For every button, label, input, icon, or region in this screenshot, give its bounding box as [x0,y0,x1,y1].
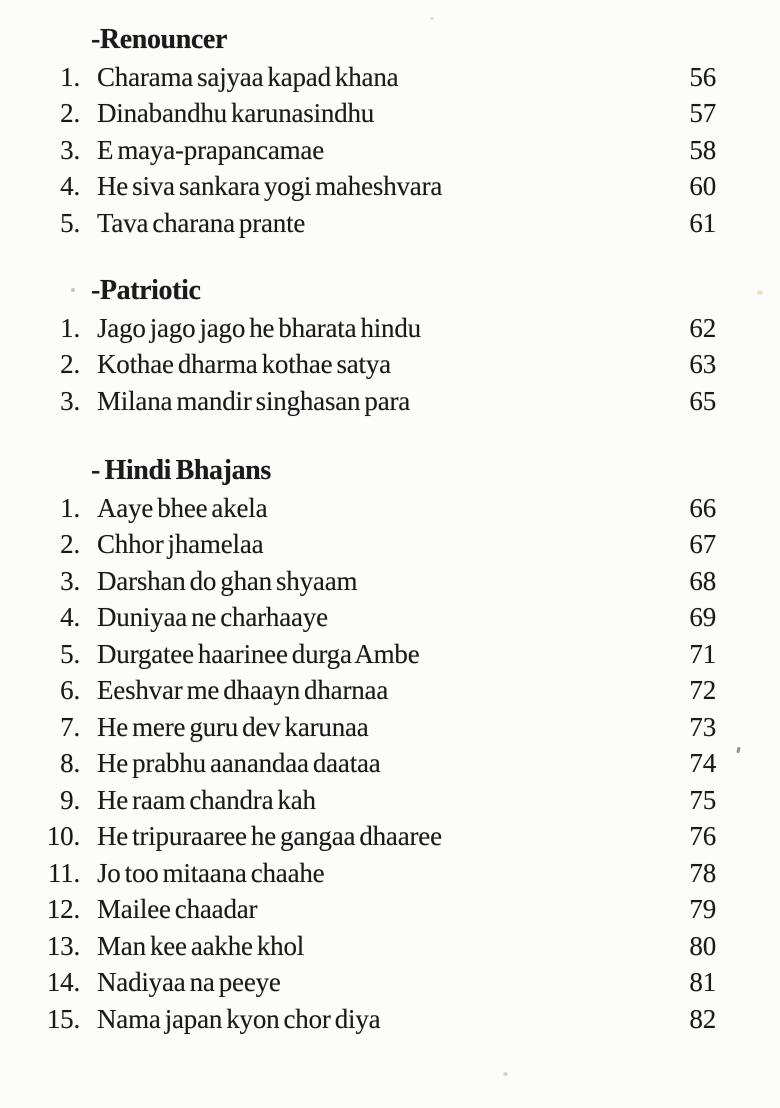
toc-entry [38,95,716,132]
scan-speck [430,17,434,20]
entry-title: Jo too mitaana chaahe [97,857,325,888]
toc-entry [38,818,716,855]
entry-title: Charama sajyaa kapad khana [97,61,399,92]
toc-entry [38,383,716,420]
entry-number: 2. [60,349,80,379]
entry-number: 3. [60,565,80,596]
entry-title: Man kee aakhe khol [97,930,305,961]
entry-number: 2. [60,529,80,559]
entry-title: Tava charana prante [97,207,306,238]
entry-title: Nama japan kyon chor diya [97,1003,381,1034]
entry-page-number: 73 [689,711,716,742]
entry-page-number: 79 [689,894,716,924]
entry-title: Kothae dharma kothae satya [97,349,391,379]
toc-entry [38,636,716,673]
entry-page-number: 67 [689,529,716,559]
entry-title: He prabhu aanandaa daataa [97,748,381,778]
entry-number: 1. [60,61,80,92]
toc-entry [38,59,716,96]
entry-title: Eeshvar me dhaayn dharnaa [97,675,389,705]
toc-entry [38,1001,716,1038]
entry-title: Durgatee haarinee durga Ambe [97,638,420,669]
entry-number: 10. [46,821,80,851]
entry-title: He mere guru dev karunaa [97,711,369,742]
entry-number: 3. [60,385,80,416]
scan-speck [503,1072,508,1076]
toc-entry [38,563,716,600]
entry-page-number: 63 [689,349,716,379]
entry-number: 1. [60,312,80,343]
toc-entry [38,928,716,965]
entry-number: 11. [47,857,80,888]
entry-number: 2. [60,98,80,128]
entry-number: 1. [60,492,80,523]
entry-title: He tripuraaree he gangaa dhaaree [97,821,442,851]
entry-title: Nadiyaa na peeye [97,967,281,997]
entry-number: 4. [60,171,80,201]
toc-entry [38,168,716,205]
entry-page-number: 72 [689,675,716,705]
entry-title: Mailee chaadar [97,894,258,924]
entry-title: Darshan do ghan shyaam [97,565,358,596]
entry-number: 9. [60,784,80,815]
entry-title: Chhor jhamelaa [97,529,264,559]
toc-section-patriotic [38,273,716,419]
section-heading-patriotic: -Patriotic [91,275,201,306]
entry-page-number: 60 [689,171,716,201]
entry-page-number: 66 [689,492,716,523]
toc-entry [38,709,716,746]
entry-title: E maya-prapancamae [97,134,324,165]
toc-entry [38,599,716,636]
scan-speck [736,747,740,754]
toc-entry [38,782,716,819]
entry-page-number: 78 [689,857,716,888]
entry-page-number: 76 [689,821,716,851]
entry-page-number: 75 [689,784,716,815]
entry-page-number: 82 [689,1003,716,1034]
entry-number: 3. [60,134,80,165]
entry-title: He raam chandra kah [97,784,316,815]
entry-title: Duniyaa ne charhaaye [97,602,328,632]
scan-speck [757,290,763,295]
toc-entry [38,132,716,169]
table-of-contents [38,22,716,1037]
entry-page-number: 58 [689,134,716,165]
entry-title: Milana mandir singhasan para [97,385,411,416]
entry-page-number: 69 [689,602,716,632]
entry-page-number: 56 [689,61,716,92]
entry-page-number: 65 [689,385,716,416]
entry-page-number: 81 [689,967,716,997]
entry-number: 5. [60,638,80,669]
toc-section-hindi-bhajans [38,453,716,1037]
entry-number: 7. [60,711,80,742]
toc-entry [38,672,716,709]
entry-number: 14. [46,967,80,997]
toc-entry [38,855,716,892]
entry-page-number: 80 [689,930,716,961]
toc-entry [38,891,716,928]
entry-page-number: 71 [689,638,716,669]
toc-entry [38,526,716,563]
section-heading-renouncer: -Renouncer [91,24,227,55]
entry-number: 15. [46,1003,80,1034]
entry-title: Aaye bhee akela [97,492,268,523]
entry-title: Jago jago jago he bharata hindu [97,312,421,343]
scan-speck [71,288,75,292]
toc-entry [38,310,716,347]
entry-page-number: 68 [689,565,716,596]
entry-title: Dinabandhu karunasindhu [97,98,375,128]
entry-page-number: 62 [689,312,716,343]
section-heading-hindi-bhajans: - Hindi Bhajans [91,455,271,486]
toc-entry [38,964,716,1001]
entry-number: 4. [60,602,80,632]
entry-number: 5. [60,207,80,238]
entry-title: He siva sankara yogi maheshvara [97,171,443,201]
entry-page-number: 57 [689,98,716,128]
entry-number: 6. [60,675,80,705]
toc-entry [38,205,716,242]
toc-entry [38,490,716,527]
toc-section-renouncer [38,22,716,241]
entry-number: 13. [46,930,80,961]
toc-entry [38,346,716,383]
entry-number: 8. [60,748,80,778]
entry-number: 12. [46,894,80,924]
entry-page-number: 61 [689,207,716,238]
toc-entry [38,745,716,782]
entry-page-number: 74 [689,748,716,778]
